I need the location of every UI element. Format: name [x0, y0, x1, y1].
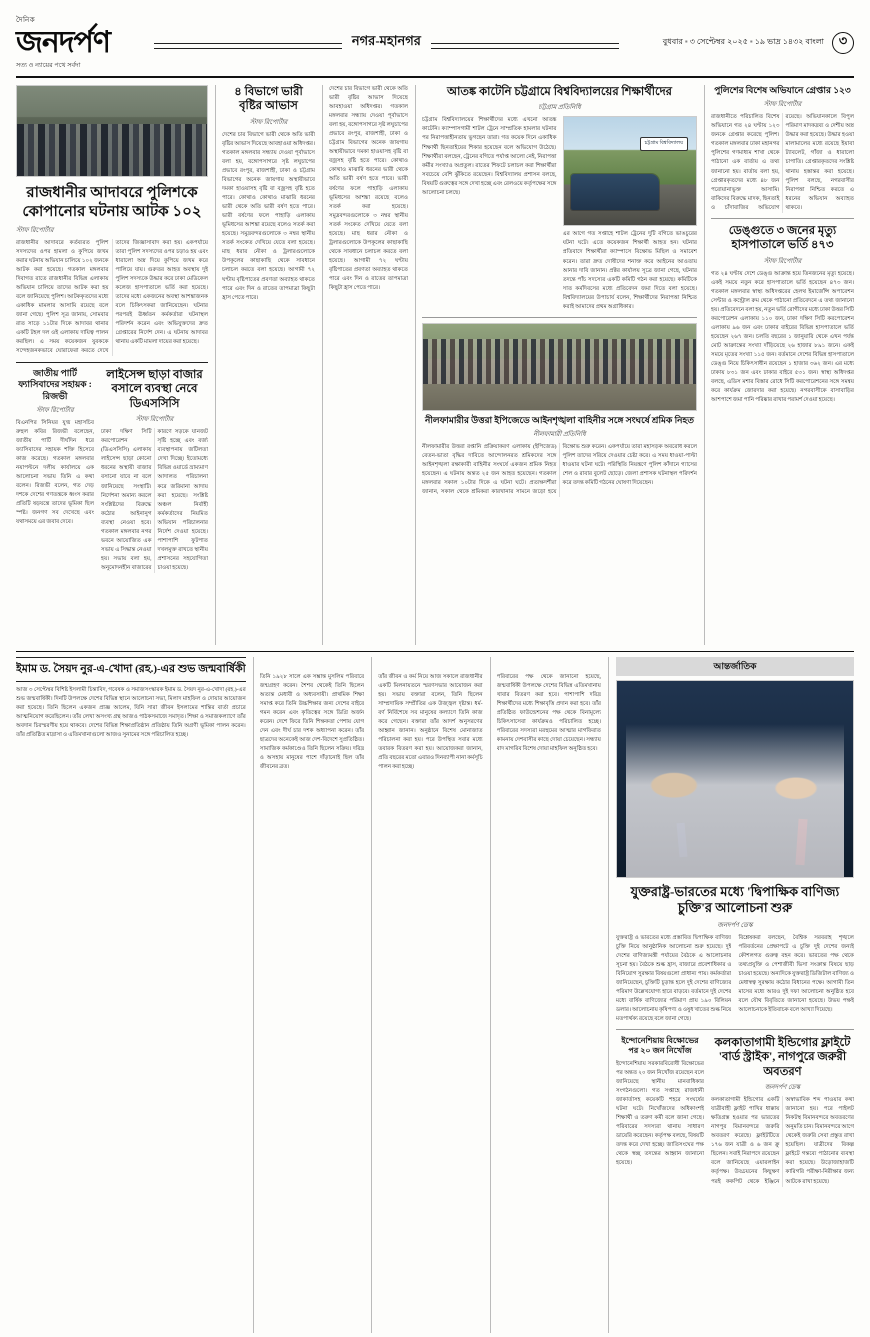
lead-byline: স্টাফ রিপোর্টার — [16, 226, 54, 234]
date-bangla: ১৯ ভাদ্র ১৪৩২ বাংলা — [754, 37, 824, 46]
obit-col-2 — [253, 657, 364, 1333]
nilphamari-headline: নীলফামারীর উত্তরা ইপিজেডে আইনশৃঙ্খলা বাহিনীর সঙ্গে সংঘর্ষে শ্রমিক নিহত — [424, 414, 695, 425]
decor-tie-2 — [677, 823, 688, 858]
trade-headline: যুক্তরাষ্ট্র-ভারতের মধ্যে 'দ্বিপাক্ষিক বাণিজ্য চুক্তি'র আলোচনা শুরু — [630, 884, 840, 916]
police-raid-headline: পুলিশের বিশেষ অভিযানে গ্রেপ্তার ১২৩ — [714, 85, 851, 95]
shuttle-train-photo — [563, 116, 698, 226]
trade-body-right: বিশ্লেষকরা বলছেন, বৈশ্বিক সরবরাহ শৃঙ্খলে পরিবর্তনের প্রেক্ষাপটে এ চুক্তি দুই দেশের জন্যই কৌশলগত গুরুত্ব বহন করে। ভারতের পক্ষ থেকে তথ্যপ্রযুক্তি ও পেশাজীবী ভিসা সংক্রান্ত বিষয়ে ছাড় চাওয়া হয়েছে। অন্যদিকে যুক্তরাষ্ট্র ডিজিটাল বাণিজ্য ও মেধাস্বত্ব সুরক্ষায় কঠোর বিধানের পক্ষে। আগামী তিন মাসের মধ্যে আরও দুই দফা আলোচনা অনুষ্ঠিত হবে বলে যৌথ বিবৃতিতে জানানো হয়েছে। উভয় পক্ষই আলোচনাকে ইতিবাচক বলে আখ্যা দিয়েছে। — [738, 934, 854, 1013]
indonesia-story — [616, 1036, 704, 1187]
masthead-dateline — [663, 32, 854, 54]
nilphamari-byline: নীলফামারী প্রতিনিধি — [533, 431, 586, 439]
divider — [616, 1029, 854, 1030]
ctg-byline: চট্টগ্রাম প্রতিনিধি — [538, 104, 581, 112]
divider — [422, 317, 697, 318]
license-body: ঢাকা দক্ষিণ সিটি করপোরেশন (ডিএসসিসি) এলাকায় লাইসেন্স ছাড়া কোনো ধরনের অস্থায়ী বাজার বসানো যাবে না বলে জানিয়েছে সংস্থাটি। নির্দেশনা অমান্য করলে সংশ্লিষ্টদের বিরুদ্ধে কঠোর আইনানুগ ব্যবস্থা নেওয়া হবে। গতকাল মঙ্গলবার নগর ভবনে আয়োজিত এক সভায় এ সিদ্ধান্ত নেওয়া হয়। সভায় বলা হয়, অনুমোদনহীন বাজারের কারণে সড়কে যানজট সৃষ্টি হচ্ছে এবং বর্জ্য ব্যবস্থাপনায় জটিলতা দেখা দিচ্ছে। ইতোমধ্যে বিভিন্ন ওয়ার্ডে ভ্রাম্যমাণ আদালত পরিচালনা করে জরিমানা আদায় করা হয়েছে। সংশ্লিষ্ট অঞ্চল নির্বাহী কর্মকর্তাদের নিয়মিত অভিযান পরিচালনার নির্দেশ দেওয়া হয়েছে। পাশাপাশি ফুটপাত দখলমুক্ত রাখতে স্থানীয় প্রশাসনের সহযোগিতা চাওয়া হয়েছে। — [101, 429, 208, 571]
flight-headline: কলকাতাগামী ইন্ডিগোর ফ্লাইটে 'বার্ড স্ট্রাইক', নাগপুরে জরুরী অবতরণ — [714, 1036, 851, 1078]
divider — [16, 362, 208, 363]
police-raid-byline: স্টাফ রিপোর্টার — [763, 101, 802, 109]
flight-story — [711, 1036, 854, 1187]
date-gregorian: ৩ সেপ্টেম্বর ২০২৫ — [689, 37, 748, 46]
section-title: নগর-মহানগর — [342, 32, 431, 53]
column-rain-continued — [322, 85, 408, 645]
obit-col-4 — [490, 657, 601, 1333]
paper-name: জনদর্পণ — [16, 26, 111, 59]
flight-byline: জনদর্পণ ডেস্ক — [764, 1084, 801, 1092]
police-detainees-photo — [16, 85, 208, 177]
rain-body: দেশের চার বিভাগে ভারী থেকে অতি ভারী বৃষ্টির আভাস দিয়েছে আবহাওয়া অধিদপ্তর। গতকাল মঙ্গলবার সন্ধ্যায় দেওয়া পূর্বাভাসে বলা হয়, বঙ্গোপসাগরে সৃষ্ট লঘুচাপের প্রভাবে রংপুর, রাজশাহী, ঢাকা ও চট্টগ্রাম বিভাগের অনেক জায়গায় অস্থায়ীভাবে দমকা হাওয়াসহ বৃষ্টি বা বজ্রসহ বৃষ্টি হতে পারে। কোথাও কোথাও মাঝারি ধরনের ভারী থেকে অতি ভারী বর্ষণ হতে পারে। ভারী বর্ষণের ফলে পাহাড়ি এলাকায় ভূমিধসের আশঙ্কা রয়েছে বলেও সতর্ক করা হয়েছে। সমুদ্রবন্দরগুলোকে ৩ নম্বর স্থানীয় সতর্ক সংকেত দেখিয়ে যেতে বলা হয়েছে। মাছ ধরার নৌকা ও ট্রলারগুলোকে উপকূলের কাছাকাছি থেকে সাবধানে চলাচল করতে বলা হয়েছে। আগামী ৭২ ঘণ্টায় বৃষ্টিপাতের প্রবণতা অব্যাহত থাকতে পারে এবং দিন ও রাতের তাপমাত্রা কিছুটা হ্রাস পেতে পারে। — [222, 131, 315, 301]
column-police-dengue — [704, 85, 854, 645]
ctg-body-right: এর আগে গত সপ্তাহে শাটল ট্রেনের দুটি বগিতে ভাঙচুরের ঘটনা ঘটে। এতে কয়েকজন শিক্ষার্থী আহত হন। ঘটনার প্রতিবাদে শিক্ষার্থীরা ক্যাম্পাসে বিক্ষোভ মিছিল ও সমাবেশ করেন। তারা দ্রুত দোষীদের শনাক্ত করে আইনের আওতায় আনার দাবি জানান। প্রক্টর কার্যালয় সূত্রে জানা গেছে, ঘটনার তদন্তে পাঁচ সদস্যের একটি কমিটি গঠন করা হয়েছে। কমিটিকে সাত কর্মদিবসের মধ্যে প্রতিবেদন জমা দিতে বলা হয়েছে। বিশ্ববিদ্যালয়ের উপাচার্য বলেন, শিক্ষার্থীদের নিরাপত্তা নিশ্চিত করাই আমাদের প্রথম অগ্রাধিকার। — [562, 231, 697, 310]
ctg-body-left: চট্টগ্রাম বিশ্ববিদ্যালয়ের শিক্ষার্থীদের মধ্যে এখনো আতঙ্ক কাটেনি। ক্যাম্পাসগামী শাটল ট্রেনে সাম্প্রতিক হামলার ঘটনার পর নিরাপত্তাহীনতায় ভুগছেন তারা। গত কয়েক দিনে একাধিক শিক্ষার্থী ছিনতাইয়ের শিকার হয়েছেন বলে অভিযোগ উঠেছে। শিক্ষার্থীরা বলছেন, ট্রেনের বগিতে পর্যাপ্ত আলো নেই, নিরাপত্তা কর্মীর সংখ্যাও অপ্রতুল। রাতের শিফটে চলাচল করা শিক্ষার্থীরা সবচেয়ে বেশি ঝুঁকিতে রয়েছেন। বিশ্ববিদ্যালয় প্রশাসন বলছে, বিষয়টি গুরুত্বের সঙ্গে দেখা হচ্ছে এবং রেলওয়ে কর্তৃপক্ষের সঙ্গে আলোচনা চলছে। — [422, 117, 557, 196]
nilphamari-clash-photo — [422, 323, 697, 411]
column-chattogram — [415, 85, 697, 645]
top-zone — [16, 85, 854, 645]
leaders-handshake-photo — [616, 680, 854, 878]
bottom-zone — [16, 657, 854, 1333]
masthead-logo — [16, 14, 110, 71]
party-byline: স্টাফ রিপোর্টার — [36, 406, 74, 414]
column-rain — [215, 85, 315, 645]
license-headline: লাইসেন্স ছাড়া বাজার বসালে ব্যবস্থা নেবে ডিএসসিসি — [106, 369, 203, 410]
paper-kicker: দৈনিক — [16, 16, 36, 24]
indonesia-body: ইন্দোনেশিয়ায় সরকারবিরোধী বিক্ষোভের পর অন্তত ২০ জন নিখোঁজ রয়েছেন বলে জানিয়েছে স্থানীয় মানবাধিকার সংগঠনগুলো। গত সপ্তাহে রাজধানী জাকার্তাসহ কয়েকটি শহরে সংঘর্ষের ঘটনা ঘটে। নিখোঁজদের অধিকাংশই শিক্ষার্থী ও তরুণ কর্মী বলে জানা গেছে। পরিবারের সদস্যরা থানায় সাধারণ ডায়েরি করেছেন। কর্তৃপক্ষ বলছে, বিষয়টি তদন্ত করে দেখা হচ্ছে। জাতিসংঘের পক্ষ থেকে স্বচ্ছ তদন্তের আহ্বান জানানো হয়েছে। — [615, 1060, 704, 1167]
dengue-byline: স্টাফ রিপোর্টার — [763, 257, 802, 265]
masthead — [16, 14, 854, 78]
police-raid-body: রাজধানীতে পরিচালিত বিশেষ অভিযানে গত ২৪ ঘণ্টায় ১২৩ জনকে গ্রেপ্তার করেছে পুলিশ। গতকাল মঙ্গলবার ঢাকা মহানগর পুলিশের গণমাধ্যম শাখা থেকে পাঠানো এক বার্তায় এ তথ্য জানানো হয়। বার্তায় বলা হয়, গ্রেপ্তারকৃতদের মধ্যে ৪৮ জন পরোয়ানাভুক্ত আসামি। বাকিদের বিরুদ্ধে মাদক, ছিনতাই ও চাঁদাবাজির অভিযোগ রয়েছে। অভিযানকালে বিপুল পরিমাণ মাদকদ্রব্য ও দেশীয় অস্ত্র উদ্ধার করা হয়েছে। উদ্ধার হওয়া মালামালের মধ্যে রয়েছে ইয়াবা ট্যাবলেট, গাঁজা ও ধারালো চাপাতি। গ্রেপ্তারকৃতদের সংশ্লিষ্ট থানায় হস্তান্তর করা হয়েছে। পুলিশ বলছে, নগরবাসীর নিরাপত্তা নিশ্চিত করতে এ ধরনের অভিযান অব্যাহত থাকবে। — [711, 114, 854, 211]
obituary-body-1: আজ ৩ সেপ্টেম্বর বিশিষ্ট ইসলামী চিন্তাবিদ, গবেষক ও সমাজসংস্কারক ইমাম ড. সৈয়দ নুর-এ-খোদা (রহ.)-এর শুভ জন্মবার্ষিকী। দিনটি উপলক্ষে দেশের বিভিন্ন স্থানে আলোচনা সভা, মিলাদ মাহফিল ও দোয়ার আয়োজন করা হয়েছে। তিনি ছিলেন একজন প্রাজ্ঞ আলেম, যিনি সারা জীবন ইসলামের শান্তির বার্তা প্রচারে আত্মনিয়োগ করেছিলেন। তাঁর লেখা অসংখ্য গ্রন্থ আজও পাঠকসমাজে সমাদৃত। শিক্ষা ও সমাজকল্যাণে তাঁর অবদান চিরস্মরণীয় হয়ে থাকবে। দেশের বিভিন্ন শিক্ষাপ্রতিষ্ঠান প্রতিষ্ঠায় তিনি অগ্রণী ভূমিকা পালন করেন। তাঁর প্রতিষ্ঠিত মাদ্রাসা ও এতিমখানাগুলো আজও সুনামের সঙ্গে পরিচালিত হচ্ছে। — [16, 687, 246, 739]
section-band — [110, 32, 663, 53]
license-byline: স্টাফ রিপোর্টার — [135, 416, 174, 424]
rain-headline: ৪ বিভাগে ভারী বৃষ্টির আভাস — [234, 86, 303, 113]
lead-body: রাজধানীর আদাবরে কর্তব্যরত পুলিশ সদস্যদের ওপর হামলা ও কুপিয়ে জখম করার ঘটনায় অভিযান চালিয়ে ১০২ জনকে আটক করা হয়েছে। গতকাল মঙ্গলবার দিবাগত রাতে রাজধানীর বিভিন্ন এলাকায় অভিযান চালিয়ে তাদের আটক করা হয় বলে জানিয়েছে পুলিশ। আটককৃতদের মধ্যে একাধিক মামলার আসামি রয়েছে বলে জানা গেছে। পুলিশ সূত্র জানায়, সোমবার রাত সাড়ে ১১টার দিকে আদাবর থানার একটি টহল দল ওই এলাকায় দায়িত্ব পালন করছিল। এ সময় কয়েকজন যুবককে সন্দেহজনকভাবে ঘোরাফেরা করতে দেখে তাদের জিজ্ঞাসাবাদ করা হয়। একপর্যায়ে তারা পুলিশ সদস্যদের ওপর চড়াও হয় এবং ধারালো অস্ত্র দিয়ে কুপিয়ে জখম করে পালিয়ে যায়। গুরুতর আহত অবস্থায় দুই পুলিশ সদস্যকে উদ্ধার করে ঢাকা মেডিকেল কলেজ হাসপাতালে ভর্তি করা হয়েছে। তাদের মধ্যে একজনের অবস্থা আশঙ্কাজনক বলে চিকিৎসকরা জানিয়েছেন। ঘটনার পরপরই ঊর্ধ্বতন কর্মকর্তারা ঘটনাস্থল পরিদর্শন করেন এবং অভিযুক্তদের দ্রুত গ্রেপ্তারের নির্দেশ দেন। এ ঘটনায় আদাবর থানায় একটি মামলা দায়ের করা হয়েছে। — [16, 239, 208, 355]
divider — [711, 218, 854, 219]
ctg-headline: আতঙ্ক কাটেনি চট্টগ্রামে বিশ্ববিদ্যালয়ের শিক্ষার্থীদের — [447, 86, 672, 98]
party-headline: জাতীয় পার্টি ফ্যাসিবাদের সহায়ক : রিজভী — [18, 368, 92, 401]
paper-sub: সত্য ও ন্যায়ের পথে সর্বদা — [16, 62, 81, 69]
dengue-body: গত ২৪ ঘণ্টায় দেশে ডেঙ্গু আক্রান্ত হয়ে তিনজনের মৃত্যু হয়েছে। একই সময়ে নতুন করে হাসপাতালে ভর্তি হয়েছেন ৪৭৩ জন। গতকাল মঙ্গলবার স্বাস্থ্য অধিদপ্তরের হেলথ ইমার্জেন্সি অপারেশন সেন্টার ও কন্ট্রোল রুম থেকে পাঠানো প্রতিবেদনে এ তথ্য জানানো হয়। প্রতিবেদনে বলা হয়, নতুন ভর্তি রোগীদের মধ্যে ঢাকা উত্তর সিটি করপোরেশন এলাকায় ১১০ জন, ঢাকা দক্ষিণ সিটি করপোরেশন এলাকায় ৯৬ জন এবং ঢাকার বাইরের বিভিন্ন হাসপাতালে ভর্তি হয়েছেন ২৬৭ জন। চলতি বছরের ১ জানুয়ারি থেকে এখন পর্যন্ত মোট আক্রান্তের সংখ্যা দাঁড়িয়েছে ২৬ হাজার ৮৯১ জনে। একই সময়ে মৃতের সংখ্যা ১১৫ জন। বর্তমানে দেশের বিভিন্ন হাসপাতালে ডেঙ্গু নিয়ে চিকিৎসাধীন রয়েছেন ১ হাজার ৩৬২ জন। এর মধ্যে ঢাকায় ৮৩১ জন এবং ঢাকার বাইরে ৫৩১ জন। স্বাস্থ্য অধিদপ্তর বলছে, এডিস মশার বিস্তার রোধে সিটি করপোরেশনের সঙ্গে সমন্বয় করে কার্যক্রম জোরদার করা হয়েছে। নগরবাসীকে বাসাবাড়ির আশপাশে জমা পানি পরিষ্কার রাখার পরামর্শ দেওয়া হয়েছে। — [711, 270, 854, 404]
rain-byline: স্টাফ রিপোর্টার — [249, 118, 288, 126]
party-body: বিএনপির সিনিয়র যুগ্ম মহাসচিব রুহুল কবির রিজভী বলেছেন, জাতীয় পার্টি দীর্ঘদিন ধরে ফ্যাসিবাদের সহায়ক শক্তি হিসেবে কাজ করেছে। গতকাল মঙ্গলবার নয়াপল্টনে দলীয় কার্যালয়ে এক আলোচনা সভায় তিনি এ কথা বলেন। রিজভী বলেন, গত দেড় দশকে দেশের গণতন্ত্রকে ধ্বংস করার প্রতিটি ষড়যন্ত্রে তাদের ভূমিকা ছিল স্পষ্ট। জনগণ সব দেখেছে এবং যথাসময়ে এর জবাব দেবে। — [16, 419, 94, 526]
dengue-headline: ডেঙ্গুতে ৩ জনের মৃত্যু হাসপাতালে ভর্তি ৪৭৩ — [728, 224, 837, 252]
obituary-body-4: পরিবারের পক্ষ থেকে জানানো হয়েছে, জন্মবার্ষিকী উপলক্ষে দেশের বিভিন্ন এতিমখানায় খাবার বিতরণ করা হবে। পাশাপাশি দরিদ্র শিক্ষার্থীদের মধ্যে শিক্ষাবৃত্তি প্রদান করা হবে। তাঁর প্রতিষ্ঠিত ফাউন্ডেশনের পক্ষ থেকে বিনামূল্যে চিকিৎসাসেবা কার্যক্রমও পরিচালিত হচ্ছে। পরিবারের সদস্যরা মরহুমের আত্মার মাগফিরাত কামনায় দেশবাসীর কাছে দোয়া চেয়েছেন। সন্ধ্যায় বাদ মাগরিব বিশেষ দোয়া মাহফিল অনুষ্ঠিত হবে। — [496, 674, 601, 753]
obituary-banner: ইমাম ড. সৈয়দ নুর-এ-খোদা (রহ.)-এর শুভ জন্মবার্ষিকী — [16, 657, 246, 682]
decor-tie — [795, 819, 807, 866]
column-lead — [16, 85, 208, 645]
page-number: ৩ — [832, 32, 854, 54]
obit-col-3 — [371, 657, 482, 1333]
section-divider — [16, 651, 854, 652]
rain-body-continued: দেশের চার বিভাগে ভারী থেকে অতি ভারী বৃষ্টির আভাস দিয়েছে আবহাওয়া অধিদপ্তর। গতকাল মঙ্গলবার সন্ধ্যায় দেওয়া পূর্বাভাসে বলা হয়, বঙ্গোপসাগরে সৃষ্ট লঘুচাপের প্রভাবে রংপুর, রাজশাহী, ঢাকা ও চট্টগ্রাম বিভাগের অনেক জায়গায় অস্থায়ীভাবে দমকা হাওয়াসহ বৃষ্টি বা বজ্রসহ বৃষ্টি হতে পারে। কোথাও কোথাও মাঝারি ধরনের ভারী থেকে অতি ভারী বর্ষণ হতে পারে। ভারী বর্ষণের ফলে পাহাড়ি এলাকায় ভূমিধসের আশঙ্কা রয়েছে বলেও সতর্ক করা হয়েছে। সমুদ্রবন্দরগুলোকে ৩ নম্বর স্থানীয় সতর্ক সংকেত দেখিয়ে যেতে বলা হয়েছে। মাছ ধরার নৌকা ও ট্রলারগুলোকে উপকূলের কাছাকাছি থেকে সাবধানে চলাচল করতে বলা হয়েছে। আগামী ৭২ ঘণ্টায় বৃষ্টিপাতের প্রবণতা অব্যাহত থাকতে পারে এবং দিন ও রাতের তাপমাত্রা কিছুটা হ্রাস পেতে পারে। — [329, 86, 408, 292]
nilphamari-body: নীলফামারীর উত্তরা রপ্তানি প্রক্রিয়াকরণ এলাকায় (ইপিজেড) বেতন-ভাতা বৃদ্ধির দাবিতে আন্দোলনরত শ্রমিকদের সঙ্গে আইনশৃঙ্খলা রক্ষাকারী বাহিনীর সংঘর্ষে একজন শ্রমিক নিহত হয়েছেন। এ ঘটনায় অন্তত ২৫ জন আহত হয়েছেন। গতকাল মঙ্গলবার সকাল ১০টার দিকে এ ঘটনা ঘটে। প্রত্যক্ষদর্শীরা জানান, সকাল থেকে শ্রমিকরা কারখানার সামনে জড়ো হয়ে বিক্ষোভ শুরু করেন। একপর্যায়ে তারা মহাসড়ক অবরোধ করলে পুলিশ তাদের সরিয়ে দেওয়ার চেষ্টা করে। এ সময় ধাওয়া-পাল্টা ধাওয়ার ঘটনা ঘটে। পরিস্থিতি নিয়ন্ত্রণে পুলিশ কাঁদানে গ্যাসের শেল ও রাবার বুলেট ছোড়ে। জেলা প্রশাসক ঘটনাস্থল পরিদর্শন করে তদন্ত কমিটি গঠনের ঘোষণা দিয়েছেন। — [422, 444, 697, 496]
trade-byline: জনদর্পণ ডেস্ক — [717, 921, 753, 929]
obit-col-1 — [16, 657, 246, 1333]
international-section — [608, 657, 854, 1333]
lead-headline: রাজধানীর আদাবরে পুলিশকে কোপানোর ঘটনায় আটক ১০২ — [22, 185, 202, 220]
dateline: বুধবার ▪ ৩ সেপ্টেম্বর ২০২৫ ▪ ১৯ ভাদ্র ১৪৩২ বাংলা — [662, 37, 824, 46]
date-day: বুধবার — [662, 37, 683, 46]
indonesia-headline: ইন্দোনেশিয়ায় বিক্ষোভের পর ২০ জন নিখোঁজ — [621, 1035, 699, 1055]
obituary-body-3: তাঁর জীবন ও কর্ম নিয়ে আজ সকালে রাজধানীর একটি মিলনায়তনে স্মরণসভার আয়োজন করা হয়। সভায় বক্তারা বলেন, তিনি ছিলেন সাম্প্রদায়িক সম্প্রীতির এক উজ্জ্বল দৃষ্টান্ত। ধর্ম-বর্ণ নির্বিশেষে সব মানুষের কল্যাণে তিনি কাজ করে গেছেন। বক্তারা তাঁর আদর্শ অনুসরণের আহ্বান জানান। অনুষ্ঠানে বিশেষ মোনাজাত পরিচালনা করা হয়। পরে উপস্থিত সবার মধ্যে তবারক বিতরণ করা হয়। আয়োজকরা জানান, প্রতি বছরের মতো এবারও দিনব্যাপী নানা কর্মসূচি পালন করা হচ্ছে। — [378, 674, 483, 771]
international-banner: আন্তর্জাতিক — [616, 657, 854, 676]
flight-body: কলকাতাগামী ইন্ডিগোর একটি যাত্রীবাহী ফ্লাইট পাখির ধাক্কায় ক্ষতিগ্রস্ত হওয়ার পর ভারতের নাগপুর বিমানবন্দরে জরুরি অবতরণ করেছে। ফ্লাইটটিতে ১৭৬ জন যাত্রী ও ৬ জন ক্রু ছিলেন। সবাই নিরাপদে রয়েছেন বলে জানিয়েছে এয়ারলাইন কর্তৃপক্ষ। উড্ডয়নের কিছুক্ষণ পরই ককপিট থেকে ইঞ্জিনে অস্বাভাবিক শব্দ পাওয়ার কথা জানানো হয়। পরে পাইলট নিকটস্থ বিমানবন্দরে অবতরণের অনুমতি চান। বিমানবন্দরে আগে থেকেই জরুরি সেবা প্রস্তুত রাখা হয়েছিল। যাত্রীদের বিকল্প ফ্লাইটে গন্তব্যে পাঠানোর ব্যবস্থা করা হয়েছে। উড়োজাহাজটি কারিগরি পরীক্ষা-নিরীক্ষার জন্য আটকে রাখা হয়েছে। — [710, 1097, 854, 1185]
train-station-sign: চট্টগ্রাম বিশ্ববিদ্যালয় — [640, 137, 689, 151]
obituary-body-2: তিনি ১৯২৮ সালে এক সম্ভ্রান্ত মুসলিম পরিবারে জন্মগ্রহণ করেন। শৈশব থেকেই তিনি ছিলেন অত্যন্ত মেধাবী ও অধ্যবসায়ী। প্রাথমিক শিক্ষা সমাপ্ত করে তিনি উচ্চশিক্ষার জন্য দেশের বাইরে গমন করেন এবং কৃতিত্বের সঙ্গে ডিগ্রি অর্জন করেন। দেশে ফিরে তিনি শিক্ষকতা পেশায় যোগ দেন এবং দীর্ঘ চার দশক অধ্যাপনা করেন। তাঁর ছাত্রদের অনেকেই আজ দেশ-বিদেশে সুপ্রতিষ্ঠিত। সামাজিক কর্মকাণ্ডেও তিনি ছিলেন সক্রিয়। দরিদ্র ও অসহায় মানুষের পাশে দাঁড়ানোই ছিল তাঁর জীবনের ব্রত। — [259, 674, 365, 771]
trade-body-left: যুক্তরাষ্ট্র ও ভারতের মধ্যে প্রস্তাবিত দ্বিপাক্ষিক বাণিজ্য চুক্তি নিয়ে আনুষ্ঠানিক আলোচনা শুরু হয়েছে। দুই দেশের বাণিজ্যমন্ত্রী পর্যায়ের বৈঠকে এ আলোচনার সূচনা হয়। বৈঠকে শুল্ক হ্রাস, বাজারে প্রবেশাধিকার ও বিনিয়োগ সুরক্ষার বিষয়গুলো প্রাধান্য পায়। কর্মকর্তারা জানিয়েছেন, চুক্তিটি চূড়ান্ত হলে দুই দেশের বাণিজ্যের পরিমাণ উল্লেখযোগ্য হারে বাড়বে। বর্তমানে দুই দেশের মধ্যে বার্ষিক বাণিজ্যের পরিমাণ প্রায় ১৯০ বিলিয়ন ডলার। আলোচনায় কৃষিপণ্য ও ওষুধ খাতের শুল্ক নিয়ে মতপার্থক্য রয়েছে বলে জানা গেছে। — [615, 934, 732, 1022]
